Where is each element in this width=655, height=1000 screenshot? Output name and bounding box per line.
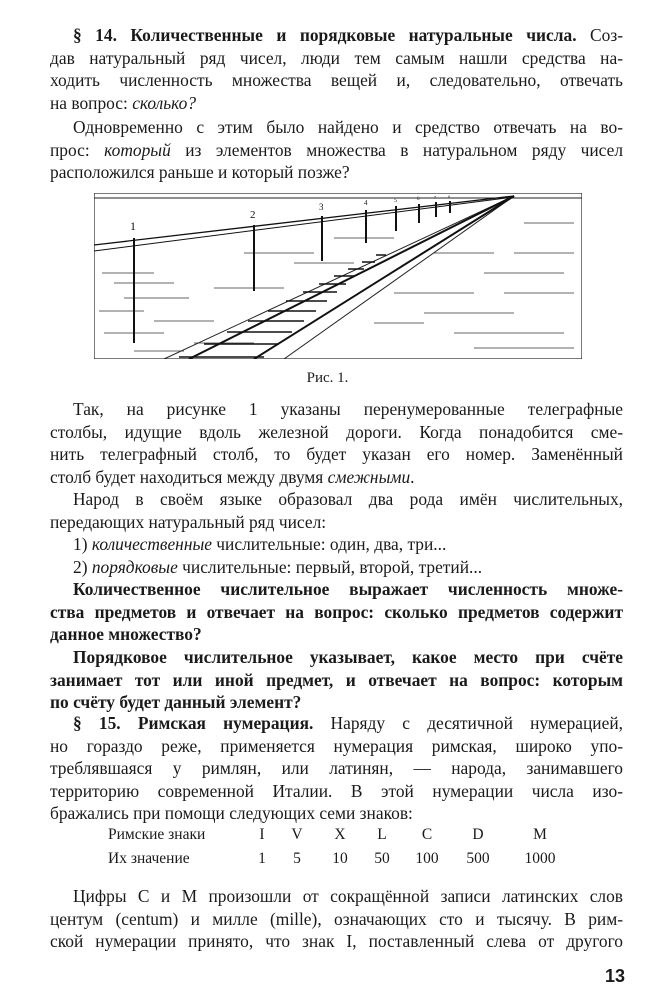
roman-sign: X [334, 826, 346, 843]
roman-sign: L [377, 826, 387, 843]
page-number: 13 [604, 966, 625, 986]
roman-value: 5 [293, 850, 301, 867]
roman-sign: I [259, 826, 265, 843]
pole-label: 8 [448, 194, 450, 200]
roman-value: 1 [258, 850, 266, 867]
pole-label: 7 [434, 195, 437, 200]
paragraph-telegraph-poles: Так, на рисунке 1 указаны перенумерованные телеграфные столбы, идущие вдоль железной дороги. Когда понадобится сме- нить телеграфный столб, то будет указан его номер. Заменённый столб будет находиться между двумя смежными. [50, 399, 623, 487]
section-15-paragraph: § 15. Римская нумерация. Наряду с десятичной нумерацией, но гораздо реже, применяется нумерация римская, широко упо- треблявшаяся у римлян, или латинян, — народа, занимавшего территорию современной Италии. В этой нумерации числа изо- бражались при помощи следующих семи знаков: [50, 713, 623, 823]
roman-sign: M [533, 826, 547, 843]
pole-label: 2 [250, 209, 256, 221]
pole-label: 1 [130, 219, 136, 233]
roman-sign: D [472, 826, 484, 843]
rule-ordinal: Порядковое числительное указывает, какое место при счёте занимает тот или иной предмет, и отвечает на вопрос: которым по счёту будет данный элемент? [50, 647, 623, 712]
roman-value: 1000 [524, 850, 556, 867]
roman-sign: V [291, 826, 303, 843]
railway-telegraph-figure [94, 193, 582, 359]
row-label-signs: Римские знаки [108, 826, 206, 843]
list-item: 1) количественные числительные: один, два, три... [73, 534, 447, 554]
pole-label: 5 [394, 198, 397, 204]
pole-label: 6 [417, 197, 420, 202]
roman-value: 100 [415, 850, 439, 867]
section-14-heading: § 14. Количественные и порядковые натуральные числа. [73, 25, 577, 45]
numerals-list [50, 533, 623, 578]
list-item: 2) порядковые числительные: первый, второй, третий... [73, 556, 483, 577]
roman-value: 10 [332, 850, 348, 867]
section-15-heading: § 15. Римская нумерация. [73, 713, 314, 733]
pole-label: 3 [319, 202, 324, 212]
roman-sign: C [421, 826, 433, 843]
roman-value: 50 [374, 850, 390, 867]
paragraph-order-question: Одновременно с этим было найдено и средство отвечать на во- прос: который из элементов множества в натуральном ряду чисел расположился раньше и который позже? [50, 117, 624, 182]
paragraph-numerals: Народ в своём языке образовал два рода имён числительных, передающих натуральный ряд чисел: [50, 489, 623, 532]
pole-label: 4 [364, 199, 368, 207]
rule-cardinal: Количественное числительное выражает численность множе- ства предметов и отвечает на вопрос: сколько предметов содержит данное множество? [50, 579, 623, 644]
roman-value: 500 [466, 850, 490, 867]
row-label-values: Их значение [108, 850, 190, 867]
paragraph-c-and-m: Цифры С и М произошли от сокращённой записи латинских слов центум (centum) и милле (mille), означающих сто и тысячу. В рим- ской нумерации принято, что знак I, поставленный слева от другого [50, 886, 623, 951]
figure-caption: Рис. 1. [306, 370, 349, 386]
section-14-paragraph: § 14. Количественные и порядковые натуральные числа. Соз- дав натуральный ряд чисел, люди тем самым нашли средства на- ходить численность множества вещей и, следовательно, отвечать на вопрос: сколько? [50, 25, 623, 113]
